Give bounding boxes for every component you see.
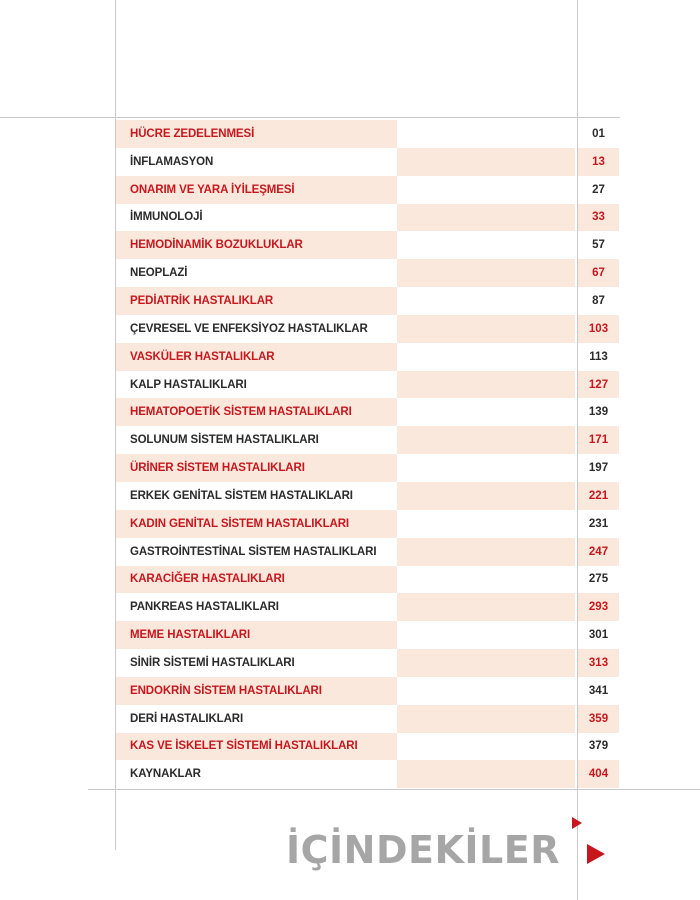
toc-title-cell bbox=[116, 287, 397, 315]
toc-spacer-cell bbox=[397, 482, 575, 510]
toc-title-cell bbox=[116, 259, 397, 287]
list-item bbox=[116, 259, 619, 287]
toc-entry-title: VASKÜLER HASTALIKLAR bbox=[130, 350, 275, 363]
toc-page-cell bbox=[578, 593, 619, 621]
list-item bbox=[116, 538, 619, 566]
toc-page-number: 293 bbox=[588, 601, 609, 614]
toc-entry-title: SİNİR SİSTEMİ HASTALIKLARI bbox=[130, 656, 295, 669]
toc-page-number: 139 bbox=[588, 406, 609, 419]
list-item bbox=[116, 426, 619, 454]
toc-page-cell bbox=[578, 176, 619, 204]
toc-entry-title: PANKREAS HASTALIKLARI bbox=[130, 601, 279, 614]
toc-spacer-cell bbox=[397, 398, 575, 426]
toc-entry-title: KARACİĞER HASTALIKLARI bbox=[130, 573, 285, 586]
toc-entry-title: İMMUNOLOJİ bbox=[130, 211, 203, 224]
triangle-right-icon-large bbox=[587, 844, 605, 864]
toc-spacer-cell bbox=[397, 510, 575, 538]
list-item bbox=[116, 677, 619, 705]
list-item bbox=[116, 705, 619, 733]
toc-entry-title: HEMATOPOETİK SİSTEM HASTALIKLARI bbox=[130, 406, 352, 419]
toc-page-cell bbox=[578, 482, 619, 510]
toc-spacer-cell bbox=[397, 621, 575, 649]
table-of-contents bbox=[116, 120, 619, 788]
bottom-horizontal-rule bbox=[88, 789, 700, 790]
list-item bbox=[116, 760, 619, 788]
toc-page-cell bbox=[578, 677, 619, 705]
toc-title-cell bbox=[116, 705, 397, 733]
toc-page-cell bbox=[578, 454, 619, 482]
toc-spacer-cell bbox=[397, 454, 575, 482]
toc-page-cell bbox=[578, 231, 619, 259]
toc-title-cell bbox=[116, 315, 397, 343]
toc-page-number: 359 bbox=[588, 712, 609, 725]
toc-page-number: 341 bbox=[588, 684, 609, 697]
list-item bbox=[116, 371, 619, 399]
toc-spacer-cell bbox=[397, 315, 575, 343]
toc-page-cell bbox=[578, 398, 619, 426]
toc-spacer-cell bbox=[397, 343, 575, 371]
toc-entry-title: ÜRİNER SİSTEM HASTALIKLARI bbox=[130, 462, 305, 475]
toc-entry-title: ONARIM VE YARA İYİLEŞMESİ bbox=[130, 183, 295, 196]
toc-title-cell bbox=[116, 621, 397, 649]
list-item bbox=[116, 231, 619, 259]
toc-title-cell bbox=[116, 148, 397, 176]
toc-title-cell bbox=[116, 482, 397, 510]
toc-page-cell bbox=[578, 649, 619, 677]
toc-page-number: 13 bbox=[592, 155, 605, 168]
toc-page-cell bbox=[578, 621, 619, 649]
toc-page-number: 275 bbox=[588, 573, 609, 586]
toc-spacer-cell bbox=[397, 593, 575, 621]
toc-page-number: 197 bbox=[588, 462, 609, 475]
toc-page-cell bbox=[578, 538, 619, 566]
list-item bbox=[116, 621, 619, 649]
toc-page-number: 113 bbox=[589, 350, 608, 363]
toc-page-number: 247 bbox=[588, 545, 609, 558]
toc-entry-title: NEOPLAZİ bbox=[130, 267, 188, 280]
toc-entry-title: KAS VE İSKELET SİSTEMİ HASTALIKLARI bbox=[130, 740, 358, 753]
toc-page-number: 221 bbox=[588, 489, 609, 502]
list-item bbox=[116, 398, 619, 426]
toc-page-cell bbox=[578, 343, 619, 371]
toc-spacer-cell bbox=[397, 287, 575, 315]
triangle-right-icon-small bbox=[572, 817, 582, 829]
list-item bbox=[116, 287, 619, 315]
toc-page-cell bbox=[578, 510, 619, 538]
toc-entry-title: HÜCRE ZEDELENMESİ bbox=[130, 127, 255, 140]
toc-page-cell bbox=[578, 705, 619, 733]
toc-page-number: 01 bbox=[592, 127, 605, 140]
toc-page-number: 33 bbox=[592, 211, 605, 224]
toc-spacer-cell bbox=[397, 120, 575, 148]
toc-spacer-cell bbox=[397, 148, 575, 176]
toc-page-cell bbox=[578, 204, 619, 232]
toc-entry-title: ERKEK GENİTAL SİSTEM HASTALIKLARI bbox=[130, 489, 353, 502]
list-item bbox=[116, 482, 619, 510]
toc-page-cell bbox=[578, 120, 619, 148]
toc-title-cell bbox=[116, 204, 397, 232]
toc-page-number: 231 bbox=[588, 517, 609, 530]
toc-page-number: 57 bbox=[592, 239, 605, 252]
toc-page-number: 404 bbox=[588, 768, 609, 781]
list-item bbox=[116, 315, 619, 343]
toc-spacer-cell bbox=[397, 231, 575, 259]
list-item bbox=[116, 148, 619, 176]
toc-spacer-cell bbox=[397, 176, 575, 204]
toc-title-cell bbox=[116, 566, 397, 594]
toc-page-number: 87 bbox=[592, 294, 605, 307]
toc-entry-title: ÇEVRESEL VE ENFEKSİYOZ HASTALIKLAR bbox=[130, 322, 368, 335]
list-item bbox=[116, 649, 619, 677]
toc-page-number: 67 bbox=[592, 267, 605, 280]
toc-entry-title: KADIN GENİTAL SİSTEM HASTALIKLARI bbox=[130, 517, 350, 530]
toc-title-cell bbox=[116, 510, 397, 538]
toc-title-cell bbox=[116, 120, 397, 148]
list-item bbox=[116, 204, 619, 232]
toc-page-cell bbox=[578, 315, 619, 343]
toc-page-cell bbox=[578, 760, 619, 788]
toc-page-cell bbox=[578, 566, 619, 594]
toc-spacer-cell bbox=[397, 371, 575, 399]
toc-page-number: 171 bbox=[588, 434, 609, 447]
top-horizontal-rule bbox=[0, 117, 620, 118]
toc-spacer-cell bbox=[397, 566, 575, 594]
toc-page-cell bbox=[578, 259, 619, 287]
toc-spacer-cell bbox=[397, 426, 575, 454]
list-item bbox=[116, 593, 619, 621]
toc-title-cell bbox=[116, 371, 397, 399]
toc-title-cell bbox=[116, 649, 397, 677]
toc-title-cell bbox=[116, 343, 397, 371]
toc-spacer-cell bbox=[397, 259, 575, 287]
toc-title-cell bbox=[116, 426, 397, 454]
toc-spacer-cell bbox=[397, 677, 575, 705]
toc-spacer-cell bbox=[397, 649, 575, 677]
toc-title-cell bbox=[116, 454, 397, 482]
list-item bbox=[116, 566, 619, 594]
list-item bbox=[116, 454, 619, 482]
toc-entry-title: İNFLAMASYON bbox=[130, 155, 214, 168]
list-item bbox=[116, 733, 619, 761]
toc-title-cell bbox=[116, 733, 397, 761]
toc-entry-title: ENDOKRİN SİSTEM HASTALIKLARI bbox=[130, 684, 322, 697]
list-item bbox=[116, 510, 619, 538]
toc-spacer-cell bbox=[397, 204, 575, 232]
toc-title-cell bbox=[116, 176, 397, 204]
toc-page-cell bbox=[578, 287, 619, 315]
toc-page-number: 27 bbox=[592, 183, 605, 196]
list-item bbox=[116, 343, 619, 371]
toc-page-number: 127 bbox=[588, 378, 609, 391]
toc-title-cell bbox=[116, 677, 397, 705]
toc-entry-title: DERİ HASTALIKLARI bbox=[130, 712, 244, 725]
toc-entry-title: KAYNAKLAR bbox=[130, 768, 201, 781]
toc-page-cell bbox=[578, 371, 619, 399]
toc-entry-title: MEME HASTALIKLARI bbox=[130, 629, 251, 642]
toc-spacer-cell bbox=[397, 705, 575, 733]
toc-title-cell bbox=[116, 398, 397, 426]
toc-page-cell bbox=[578, 733, 619, 761]
toc-title-cell bbox=[116, 231, 397, 259]
toc-title-cell bbox=[116, 593, 397, 621]
toc-title-cell bbox=[116, 538, 397, 566]
toc-page-number: 313 bbox=[588, 656, 609, 669]
toc-spacer-cell bbox=[397, 733, 575, 761]
toc-entry-title: HEMODİNAMİK BOZUKLUKLAR bbox=[130, 239, 303, 252]
toc-page-cell bbox=[578, 426, 619, 454]
toc-spacer-cell bbox=[397, 538, 575, 566]
toc-entry-title: PEDİATRİK HASTALIKLAR bbox=[130, 294, 274, 307]
toc-page-number: 103 bbox=[588, 322, 609, 335]
toc-spacer-cell bbox=[397, 760, 575, 788]
page-title: İÇİNDEKİLER bbox=[286, 828, 560, 872]
toc-entry-title: GASTROİNTESTİNAL SİSTEM HASTALIKLARI bbox=[130, 545, 377, 558]
toc-entry-title: SOLUNUM SİSTEM HASTALIKLARI bbox=[130, 434, 319, 447]
toc-entry-title: KALP HASTALIKLARI bbox=[130, 378, 247, 391]
list-item bbox=[116, 176, 619, 204]
list-item bbox=[116, 120, 619, 148]
toc-page-cell bbox=[578, 148, 619, 176]
toc-title-cell bbox=[116, 760, 397, 788]
toc-page-number: 379 bbox=[588, 740, 609, 753]
toc-page-number: 301 bbox=[588, 629, 609, 642]
